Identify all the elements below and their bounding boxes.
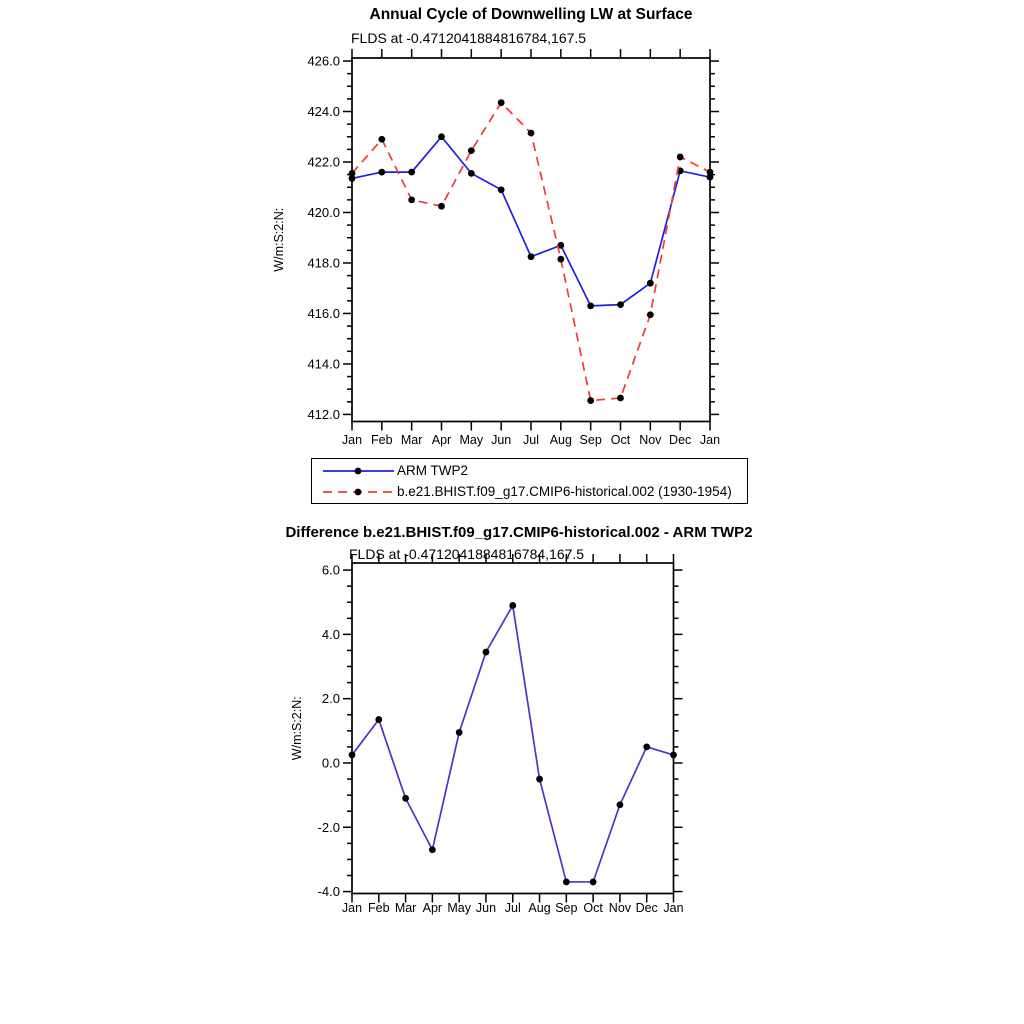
x-tick-label: Jun [475, 901, 497, 915]
x-tick-label: Apr [422, 901, 443, 915]
y-tick-label: 0.0 [321, 755, 340, 771]
x-tick-label: Dec [635, 901, 658, 915]
x-tick-label: Nov [608, 901, 632, 915]
y-axis-title: W/m:S:2:N: [290, 696, 304, 761]
chart2-title: Difference b.e21.BHIST.f09_g17.CMIP6-historical.002 - ARM TWP2 [285, 524, 753, 541]
x-tick-label: Oct [610, 433, 631, 447]
x-tick-label: Jun [491, 433, 512, 447]
x-tick-label: Jan [663, 901, 684, 915]
y-tick-label: 422.0 [307, 154, 340, 170]
series-arm-twp2 [349, 133, 714, 309]
chart1-title: Annual Cycle of Downwelling LW at Surface [369, 6, 693, 23]
x-tick-label: Jan [341, 433, 363, 447]
legend-item-arm-twp2 [322, 460, 747, 481]
x-tick-label: Aug [549, 433, 572, 447]
chart2-subtitle: FLDS at -0.4712041884816784,167.5 [349, 546, 585, 562]
y-tick-label: 6.0 [321, 562, 340, 578]
y-tick-label: 4.0 [321, 626, 340, 642]
y-tick-label: 418.0 [307, 255, 340, 271]
y-tick-label: 2.0 [321, 691, 340, 707]
x-tick-label: Mar [400, 433, 423, 447]
x-tick-label: Feb [368, 901, 390, 915]
y-tick-label: 412.0 [307, 406, 340, 422]
x-tick-label: Jan [699, 433, 721, 447]
chart-2-plot [290, 554, 684, 915]
y-axis-title: W/m:S:2:N: [272, 207, 286, 272]
x-tick-label: Mar [394, 901, 417, 915]
series-difference [349, 602, 677, 885]
x-tick-label: Jul [504, 901, 521, 915]
y-tick-label: -2.0 [317, 819, 340, 835]
x-tick-label: Jan [341, 901, 363, 915]
solid-line-marker-icon [322, 465, 395, 477]
x-tick-label: Dec [669, 433, 692, 447]
x-tick-label: Jul [523, 433, 539, 447]
chart-1-plot [272, 49, 720, 447]
x-tick-label: Apr [431, 433, 452, 447]
x-tick-label: Feb [371, 433, 393, 447]
y-tick-label: 426.0 [307, 53, 340, 69]
x-tick-label: Nov [639, 433, 662, 447]
y-tick-label: -4.0 [317, 884, 340, 900]
plot-frame [352, 563, 674, 894]
legend-box [311, 458, 748, 504]
dashed-line-marker-icon [322, 486, 395, 498]
x-tick-label: May [459, 433, 484, 447]
y-axis [318, 563, 683, 899]
chart1-subtitle: FLDS at -0.4712041884816784,167.5 [351, 30, 587, 46]
y-tick-label: 414.0 [307, 356, 340, 372]
y-tick-label: 424.0 [307, 104, 340, 120]
y-tick-label: 416.0 [307, 305, 340, 321]
y-axis [307, 54, 719, 422]
legend-item-model [322, 481, 747, 502]
x-tick-label: Oct [583, 901, 603, 915]
y-tick-label: 420.0 [307, 204, 340, 220]
x-tick-label: Aug [528, 901, 551, 915]
x-tick-label: Sep [579, 433, 602, 447]
legend-label-arm-twp2: ARM TWP2 [397, 463, 469, 478]
x-tick-label: May [447, 901, 471, 915]
x-tick-label: Sep [555, 901, 578, 915]
plot-frame [352, 58, 710, 422]
legend-label-model: b.e21.BHIST.f09_g17.CMIP6-historical.002 (1930-1954) [397, 484, 732, 499]
